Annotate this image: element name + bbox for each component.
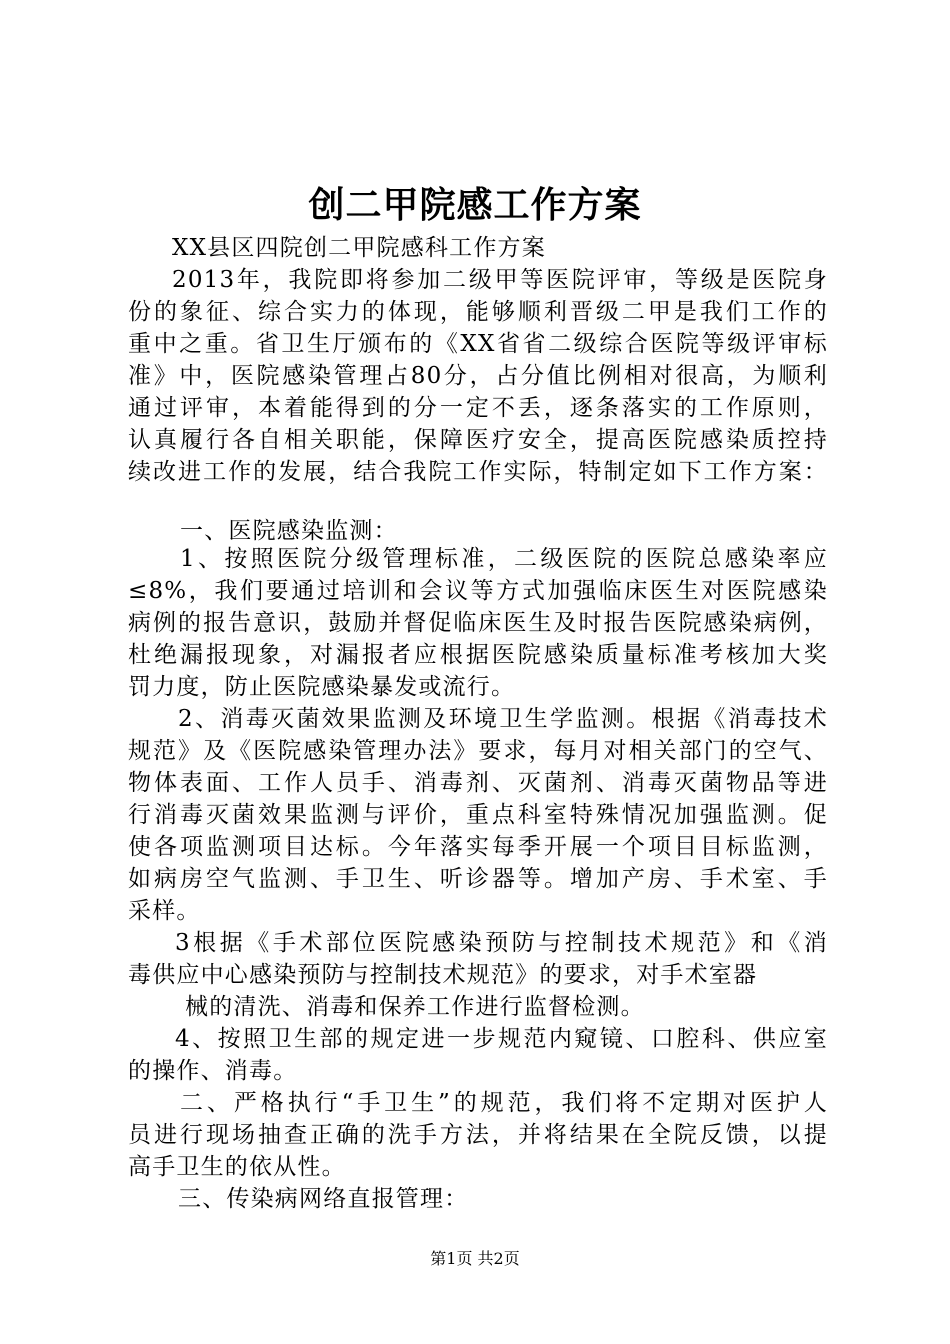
paragraph-line: 份的象征、综合实力的体现，能够顺利晋级二甲是我们工作的 (128, 299, 828, 325)
paragraph-line: 4、按照卫生部的规定进一步规范内窥镜、口腔科、供应室 (175, 1026, 828, 1052)
paragraph-line: 认真履行各自相关职能，保障医疗安全，提高医院感染质控持 (128, 427, 828, 453)
paragraph-line: 毒供应中心感染预防与控制技术规范》的要求，对手术室器 (128, 962, 758, 988)
paragraph-line: 罚力度，防止医院感染暴发或流行。 (128, 674, 516, 700)
paragraph-line: 采样。 (128, 898, 201, 924)
paragraph-line: 2、消毒灭菌效果监测及环境卫生学监测。根据《消毒技术 (178, 706, 828, 732)
paragraph-line: 高手卫生的依从性。 (128, 1154, 346, 1180)
paragraph-line: 的操作、消毒。 (128, 1058, 298, 1084)
paragraph-line: 械的清洗、消毒和保养工作进行监督检测。 (185, 994, 645, 1020)
document-title: 创二甲院感工作方案 (308, 185, 642, 226)
paragraph-line: 2013年，我院即将参加二级甲等医院评审，等级是医院身 (172, 267, 828, 293)
section-heading: 二、严格执行“手卫生”的规范，我们将不定期对医护人 (180, 1090, 828, 1116)
paragraph-line: 行消毒灭菌效果监测与评价，重点科室特殊情况加强监测。促 (128, 802, 828, 828)
paragraph-line: ≤8%，我们要通过培训和会议等方式加强临床医生对医院感染 (128, 578, 828, 604)
paragraph-line: 规范》及《医院感染管理办法》要求，每月对相关部门的空气、 (128, 738, 828, 764)
paragraph-line: 如病房空气监测、手卫生、听诊器等。增加产房、手术室、手 (128, 866, 828, 892)
paragraph-line: 准》中，医院感染管理占80分，占分值比例相对很高，为顺利 (128, 363, 828, 389)
subtitle-line: XX县区四院创二甲院感科工作方案 (172, 235, 546, 261)
paragraph-line: 通过评审，本着能得到的分一定不丢，逐条落实的工作原则， (128, 395, 828, 421)
paragraph-line: 3根据《手术部位医院感染预防与控制技术规范》和《消 (175, 930, 828, 956)
paragraph-line: 续改进工作的发展，结合我院工作实际，特制定如下工作方案： (128, 459, 828, 485)
paragraph-line: 使各项监测项目达标。今年落实每季开展一个项目目标监测， (128, 834, 828, 860)
paragraph-line: 1、按照医院分级管理标准，二级医院的医院总感染率应 (180, 546, 828, 572)
section-heading: 三、传染病网络直报管理： (178, 1186, 469, 1212)
paragraph-line: 物体表面、工作人员手、消毒剂、灭菌剂、消毒灭菌物品等进 (128, 770, 828, 796)
paragraph-line: 杜绝漏报现象，对漏报者应根据医院感染质量标准考核加大奖 (128, 642, 828, 668)
page-footer: 第1页 共2页 (430, 1249, 520, 1268)
paragraph-line: 病例的报告意识，鼓励并督促临床医生及时报告医院感染病例， (128, 610, 828, 636)
paragraph-line: 员进行现场抽查正确的洗手方法，并将结果在全院反馈，以提 (128, 1122, 828, 1148)
section-heading: 一、医院感染监测： (180, 518, 398, 544)
paragraph-line: 重中之重。省卫生厅颁布的《XX省省二级综合医院等级评审标 (128, 331, 828, 357)
